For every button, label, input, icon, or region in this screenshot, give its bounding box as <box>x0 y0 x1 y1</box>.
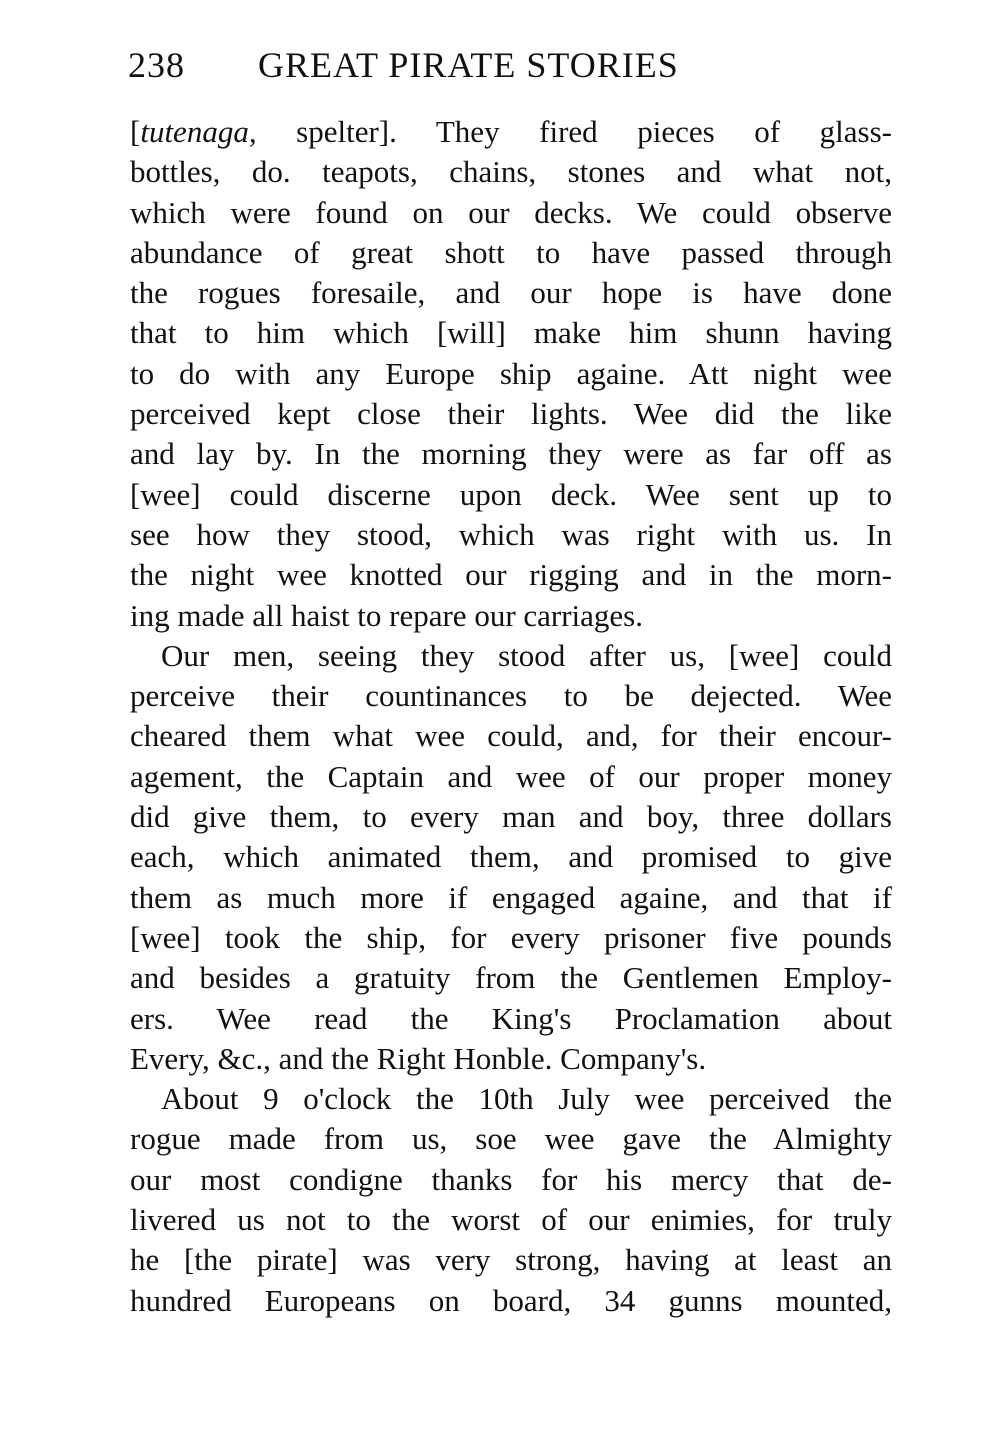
text-line: did give them, to every man and boy, three dollars <box>130 799 892 835</box>
text-line: perceive their countinances to be dejected. Wee <box>130 678 892 714</box>
text-line: them as much more if engaged againe, and that if <box>130 879 892 915</box>
text-line: each, which animated them, and promised to give <box>130 839 892 875</box>
text-line: Every, &c., and the Right Honble. Company's. <box>130 1040 707 1076</box>
running-title: GREAT PIRATE STORIES <box>258 45 679 85</box>
text-line: About 9 o'clock the 10th July wee perceived the <box>161 1081 892 1117</box>
text-line <box>130 112 892 152</box>
text-line: the rogues foresaile, and our hope is have done <box>130 275 892 311</box>
text-line: [wee] took the ship, for every prisoner five pounds <box>130 919 892 955</box>
text-line: cheared them what wee could, and, for their encour- <box>130 718 892 754</box>
text-line: livered us not to the worst of our enimies, for truly <box>130 1202 892 1238</box>
text-line: Our men, seeing they stood after us, [wee] could <box>161 637 892 673</box>
paragraph-3 <box>130 1079 892 1321</box>
text-line: that to him which [will] make him shunn having <box>130 315 892 351</box>
italic-term: tutenaga, <box>140 114 257 149</box>
text-line: to do with any Europe ship againe. Att night wee <box>130 355 892 391</box>
text-line: abundance of great shott to have passed through <box>130 234 892 270</box>
text-line: rogue made from us, soe wee gave the Almighty <box>130 1121 892 1157</box>
running-head <box>128 40 892 90</box>
body-text <box>130 112 892 1321</box>
text-line: which were found on our decks. We could observe <box>130 194 892 230</box>
text-line: the night wee knotted our rigging and in the morn- <box>130 557 892 593</box>
text-line: agement, the Captain and wee of our proper money <box>130 758 892 794</box>
book-page <box>130 40 892 1321</box>
text-line: and lay by. In the morning they were as far off as <box>130 436 892 472</box>
bracket-open: [ <box>130 114 141 149</box>
paragraph-2 <box>130 636 892 1079</box>
text-line: bottles, do. teapots, chains, stones and what not, <box>130 154 892 190</box>
line-rest: spelter]. They fired pieces of glass- <box>256 114 892 149</box>
text-line: he [the pirate] was very strong, having at least an <box>130 1242 892 1278</box>
text-line: ing made all haist to repare our carriages. <box>130 597 643 633</box>
text-line: and besides a gratuity from the Gentlemen Employ- <box>130 960 892 996</box>
text-line: hundred Europeans on board, 34 gunns mounted, <box>130 1282 892 1318</box>
paragraph-1 <box>130 112 892 636</box>
text-line: ers. Wee read the King's Proclamation about <box>130 1000 892 1036</box>
page-number: 238 <box>128 45 185 85</box>
text-line: see how they stood, which was right with us. In <box>130 516 892 552</box>
text-line: perceived kept close their lights. Wee did the like <box>130 396 892 432</box>
text-line: our most condigne thanks for his mercy that de- <box>130 1161 892 1197</box>
text-line: [wee] could discerne upon deck. Wee sent up to <box>130 476 892 512</box>
